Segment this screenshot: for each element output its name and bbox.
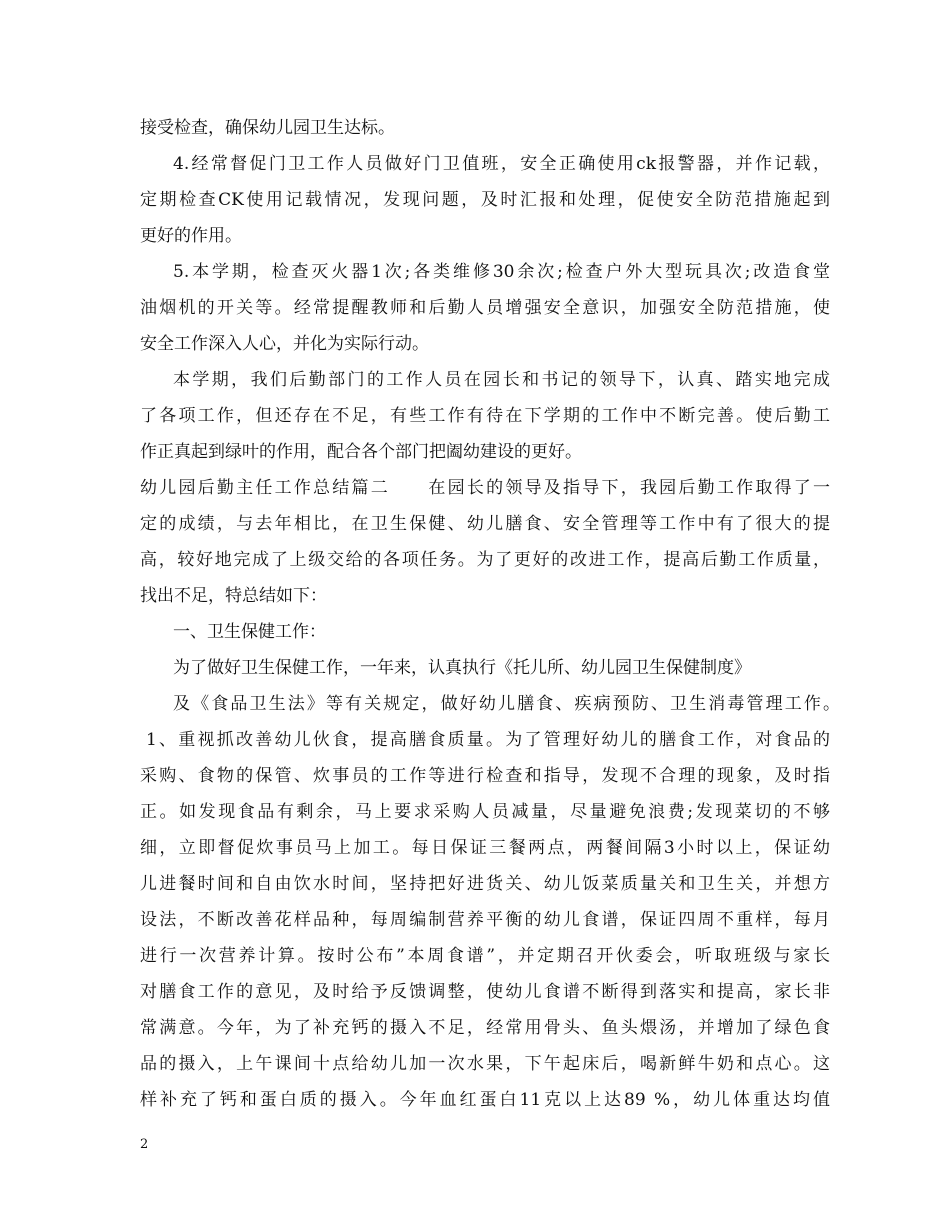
text-line: 1、重视抓改善幼儿伙食，提高膳食质量。为了管理好幼儿的膳食工作，对食品的 [146,730,830,750]
text-line: 油烟机的开关等。经常提醒教师和后勤人员增强安全意识，加强安全防范措施，使 [140,298,830,318]
text-line: 安全工作深入人心，并化为实际行动。 [140,334,429,354]
text-line: 对膳食工作的意见，及时给予反馈调整，使幼儿食谱不断得到落实和提高，家长非 [140,982,830,1002]
text-line: 样补充了钙和蛋白质的摄入。今年血红蛋白11克以上达89 %，幼儿体重达均值 [140,1090,830,1110]
page-number: 2 [140,1137,149,1152]
text-line: 定的成绩，与去年相比，在卫生保健、幼儿膳食、安全管理等工作中有了很大的提 [140,514,830,534]
text-line: 接受检查，确保幼儿园卫生达标。 [140,118,395,138]
text-line: 儿进餐时间和自由饮水时间，坚持把好进货关、幼儿饭菜质量关和卫生关，并想方 [140,874,830,894]
text-line: 设法，不断改善花样品种，每周编制营养平衡的幼儿食谱，保证四周不重样，每月 [140,910,830,930]
text-line: 进行一次营养计算。按时公布”本周食谱”，并定期召开伙委会，听取班级与家长 [140,946,830,966]
section-heading: 一、卫生保健工作： [173,622,326,642]
text-line: 幼儿园后勤主任工作总结篇二 在园长的领导及指导下，我园后勤工作取得了一 [140,478,830,498]
text-line: 采购、食物的保管、炊事员的工作等进行检查和指导，发现不合理的现象，及时指 [140,766,830,786]
text-line: 品的摄入，上午课间十点给幼儿加一次水果，下午起床后，喝新鲜牛奶和点心。这 [140,1054,830,1074]
text-line: 细，立即督促炊事员马上加工。每日保证三餐两点，两餐间隔3小时以上，保证幼 [140,838,830,858]
text-line: 了各项工作，但还存在不足，有些工作有待在下学期的工作中不断完善。使后勤工 [140,406,830,426]
text-line: 5.本学期，检查灭火器1次;各类维修30余次;检查户外大型玩具次;改造食堂 [173,262,830,282]
text-line: 找出不足，特总结如下： [140,586,327,606]
text-line: 常满意。今年，为了补充钙的摄入不足，经常用骨头、鱼头煨汤，并增加了绿色食 [140,1018,830,1038]
text-line: 作正真起到绿叶的作用，配合各个部门把阖幼建设的更好。 [140,442,582,462]
text-line: 定期检查CK使用记载情况，发现问题，及时汇报和处理，促使安全防范措施起到 [140,190,830,210]
text-line: 正。如发现食品有剩余，马上要求采购人员减量，尽量避免浪费;发现菜切的不够 [140,802,830,822]
text-line: 更好的作用。 [140,226,242,246]
text-line: 为了做好卫生保健工作，一年来，认真执行《托儿所、幼儿园卫生保健制度》 [173,658,751,678]
text-line: 4.经常督促门卫工作人员做好门卫值班，安全正确使用ck报警器，并作记载， [173,154,830,174]
text-line: 高，较好地完成了上级交给的各项任务。为了更好的改进工作，提高后勤工作质量， [140,550,830,570]
text-line: 及《食品卫生法》等有关规定，做好幼儿膳食、疾病预防、卫生消毒管理工作。 [173,694,840,714]
text-line: 本学期，我们后勤部门的工作人员在园长和书记的领导下，认真、踏实地完成 [173,370,830,390]
